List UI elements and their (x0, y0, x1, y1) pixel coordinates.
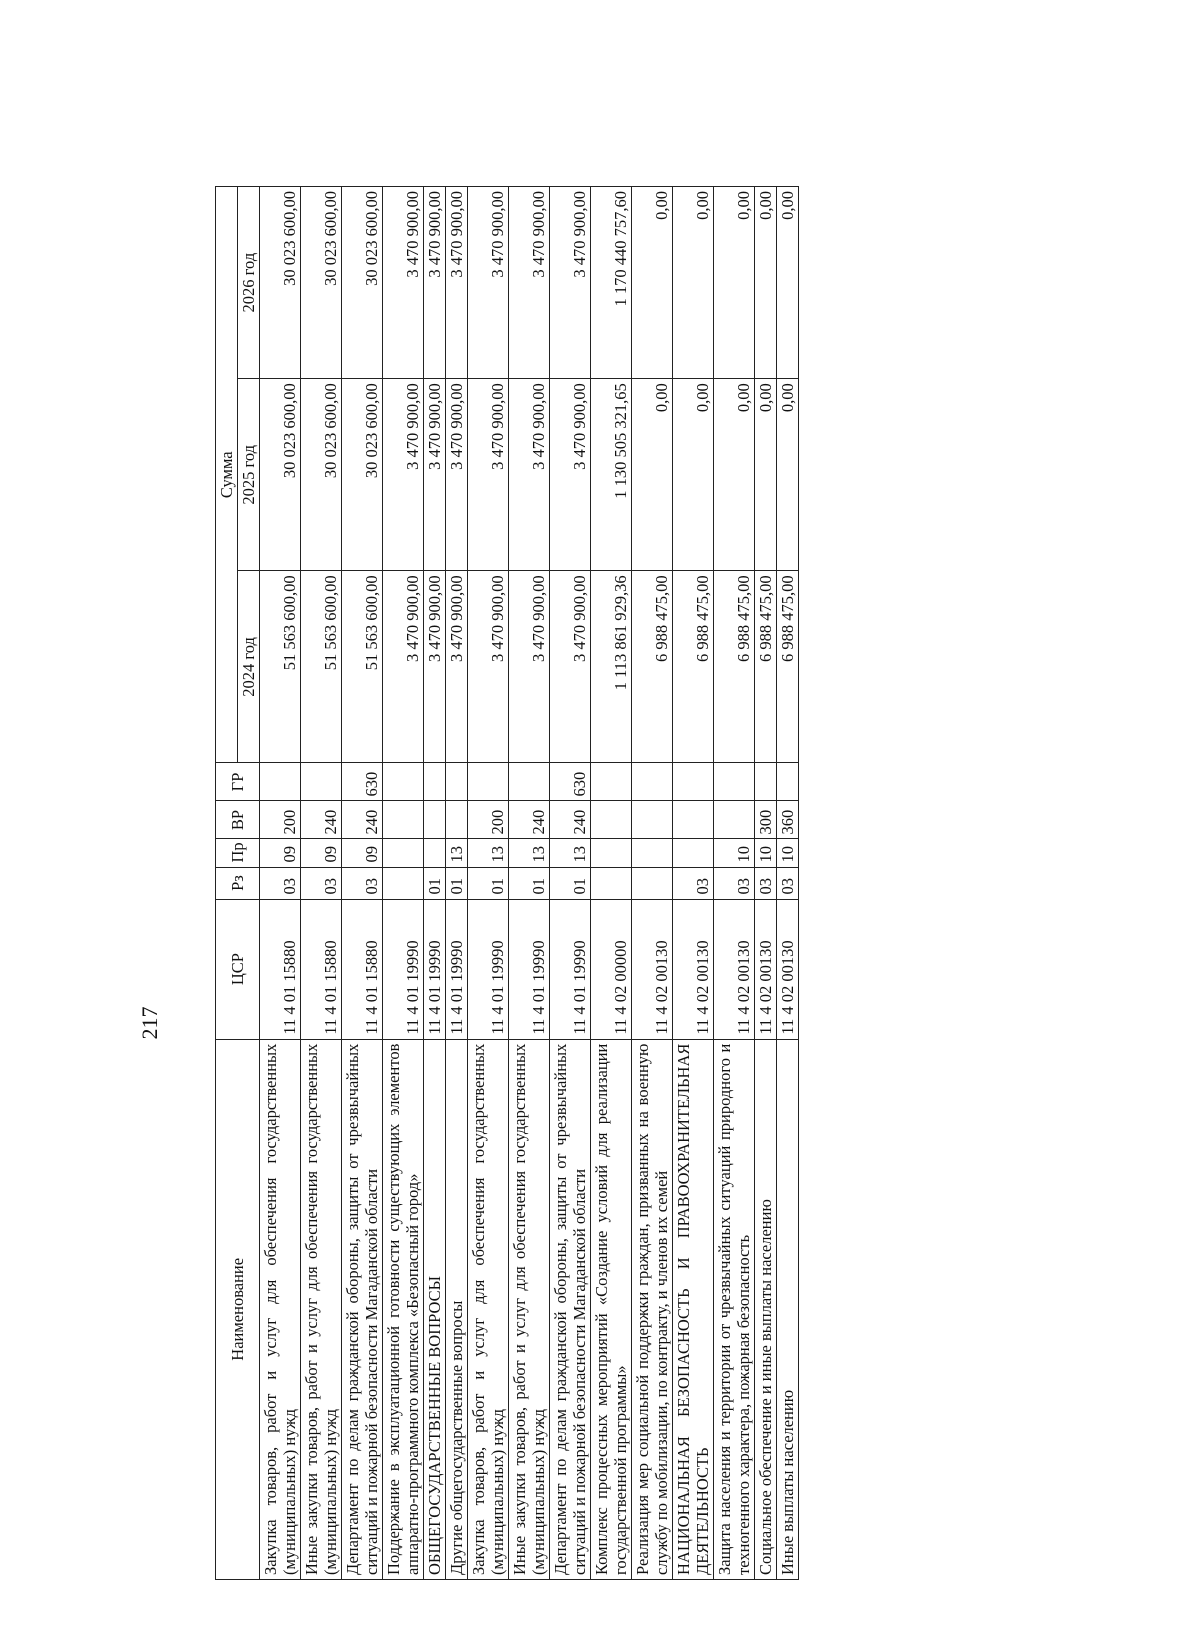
table-body (260, 187, 799, 1580)
cell-csr: 11 4 01 19990 (468, 899, 509, 1039)
cell-pr: 09 (342, 839, 383, 867)
cell-pr: 13 (509, 839, 550, 867)
cell-y2024: 6 988 475,00 (673, 571, 714, 763)
cell-y2026: 3 470 900,00 (509, 187, 550, 379)
cell-gr (446, 763, 468, 801)
cell-y2026: 3 470 900,00 (383, 187, 424, 379)
cell-pr (424, 839, 446, 867)
cell-rz: 03 (342, 867, 383, 899)
cell-gr (755, 763, 777, 801)
table-row (632, 187, 673, 1580)
cell-vr: 240 (509, 801, 550, 839)
cell-pr (673, 839, 714, 867)
cell-pr (383, 839, 424, 867)
budget-table (215, 186, 799, 1580)
cell-y2024: 6 988 475,00 (714, 571, 755, 763)
cell-rz: 03 (260, 867, 301, 899)
cell-name: Иные закупки товаров, работ и услуг для обеспечения государственных (муниципальных) нужд (301, 1039, 342, 1579)
cell-rz: 03 (714, 867, 755, 899)
cell-rz: 01 (468, 867, 509, 899)
cell-rz (383, 867, 424, 899)
cell-y2024: 3 470 900,00 (509, 571, 550, 763)
cell-name: Защита населения и территории от чрезвычайных ситуаций природного и техногенного характера, пожарная безопасность (714, 1039, 755, 1579)
cell-vr: 300 (755, 801, 777, 839)
header-vr: ВР (216, 801, 260, 839)
cell-csr: 11 4 01 15880 (260, 899, 301, 1039)
table-row (509, 187, 550, 1580)
cell-pr: 10 (777, 839, 799, 867)
cell-name: Закупка товаров, работ и услуг для обеспечения государственных (муниципальных) нужд (260, 1039, 301, 1579)
cell-y2026: 1 170 440 757,60 (591, 187, 632, 379)
table-row (424, 187, 446, 1580)
cell-y2026: 3 470 900,00 (446, 187, 468, 379)
cell-y2024: 51 563 600,00 (342, 571, 383, 763)
cell-y2024: 1 113 861 929,36 (591, 571, 632, 763)
header-name: Наименование (216, 1039, 260, 1579)
cell-rz: 01 (424, 867, 446, 899)
cell-vr (383, 801, 424, 839)
cell-y2026: 3 470 900,00 (424, 187, 446, 379)
header-2025: 2025 год (238, 379, 260, 571)
cell-vr: 200 (468, 801, 509, 839)
cell-gr (301, 763, 342, 801)
cell-vr (424, 801, 446, 839)
cell-y2025: 30 023 600,00 (260, 379, 301, 571)
cell-pr: 13 (550, 839, 591, 867)
cell-name: Департамент по делам гражданской обороны, защиты от чрезвычайных ситуаций и пожарной безопасности Магаданской области (342, 1039, 383, 1579)
table-row (714, 187, 755, 1580)
cell-gr (260, 763, 301, 801)
cell-gr: 630 (342, 763, 383, 801)
cell-y2026: 0,00 (755, 187, 777, 379)
cell-y2026: 30 023 600,00 (301, 187, 342, 379)
cell-gr (383, 763, 424, 801)
cell-name: Социальное обеспечение и иные выплаты населению (755, 1039, 777, 1579)
cell-gr (468, 763, 509, 801)
cell-vr (673, 801, 714, 839)
cell-pr: 10 (714, 839, 755, 867)
cell-y2026: 0,00 (777, 187, 799, 379)
cell-y2025: 3 470 900,00 (468, 379, 509, 571)
cell-gr (673, 763, 714, 801)
cell-rz: 03 (777, 867, 799, 899)
cell-gr: 630 (550, 763, 591, 801)
cell-y2025: 0,00 (714, 379, 755, 571)
header-2024: 2024 год (238, 571, 260, 763)
cell-rz (591, 867, 632, 899)
header-sum: Сумма (216, 187, 238, 763)
cell-vr: 360 (777, 801, 799, 839)
table-row (342, 187, 383, 1580)
cell-pr: 13 (468, 839, 509, 867)
table-row (550, 187, 591, 1580)
header-2026: 2026 год (238, 187, 260, 379)
table-row (468, 187, 509, 1580)
header-pr: Пр (216, 839, 260, 867)
cell-pr: 09 (301, 839, 342, 867)
cell-vr: 240 (550, 801, 591, 839)
table-row (383, 187, 424, 1580)
cell-rz: 01 (509, 867, 550, 899)
cell-csr: 11 4 01 15880 (342, 899, 383, 1039)
header-rz: Рз (216, 867, 260, 899)
cell-y2026: 3 470 900,00 (550, 187, 591, 379)
cell-pr: 10 (755, 839, 777, 867)
cell-y2025: 3 470 900,00 (383, 379, 424, 571)
cell-y2024: 6 988 475,00 (777, 571, 799, 763)
cell-y2026: 30 023 600,00 (342, 187, 383, 379)
cell-rz: 01 (446, 867, 468, 899)
cell-y2026: 3 470 900,00 (468, 187, 509, 379)
cell-name: Другие общегосударственные вопросы (446, 1039, 468, 1579)
cell-csr: 11 4 01 15880 (301, 899, 342, 1039)
table-row (446, 187, 468, 1580)
cell-gr (509, 763, 550, 801)
table-row (755, 187, 777, 1580)
cell-y2024: 6 988 475,00 (755, 571, 777, 763)
cell-pr (591, 839, 632, 867)
cell-name: Департамент по делам гражданской обороны, защиты от чрезвычайных ситуаций и пожарной безопасности Магаданской области (550, 1039, 591, 1579)
cell-csr: 11 4 02 00130 (755, 899, 777, 1039)
table-row (260, 187, 301, 1580)
cell-y2024: 3 470 900,00 (383, 571, 424, 763)
cell-y2026: 0,00 (632, 187, 673, 379)
cell-y2024: 51 563 600,00 (260, 571, 301, 763)
cell-gr (777, 763, 799, 801)
cell-name: Комплекс процессных мероприятий «Создание условий для реализации государственной программы» (591, 1039, 632, 1579)
table-row (301, 187, 342, 1580)
header-csr: ЦСР (216, 899, 260, 1039)
cell-y2024: 51 563 600,00 (301, 571, 342, 763)
cell-y2024: 3 470 900,00 (550, 571, 591, 763)
cell-y2025: 30 023 600,00 (301, 379, 342, 571)
cell-csr: 11 4 01 19990 (550, 899, 591, 1039)
table-header (216, 187, 260, 1580)
cell-rz: 01 (550, 867, 591, 899)
cell-y2025: 3 470 900,00 (509, 379, 550, 571)
cell-csr: 11 4 01 19990 (383, 899, 424, 1039)
cell-y2025: 3 470 900,00 (446, 379, 468, 571)
cell-name: Иные выплаты населению (777, 1039, 799, 1579)
cell-gr (591, 763, 632, 801)
cell-y2024: 3 470 900,00 (424, 571, 446, 763)
cell-vr: 200 (260, 801, 301, 839)
cell-pr (632, 839, 673, 867)
cell-name: Поддержание в эксплуатационной готовности существующих элементов аппаратно-программного комплекса «Безопасный город» (383, 1039, 424, 1579)
cell-name: ОБЩЕГОСУДАРСТВЕННЫЕ ВОПРОСЫ (424, 1039, 446, 1579)
cell-gr (424, 763, 446, 801)
cell-name: НАЦИОНАЛЬНАЯ БЕЗОПАСНОСТЬ И ПРАВООХРАНИТЕЛЬНАЯ ДЕЯТЕЛЬНОСТЬ (673, 1039, 714, 1579)
cell-vr (714, 801, 755, 839)
cell-csr: 11 4 01 19990 (509, 899, 550, 1039)
table-row (777, 187, 799, 1580)
page-number: 217 (137, 1006, 162, 1040)
cell-rz: 03 (673, 867, 714, 899)
cell-rz: 03 (301, 867, 342, 899)
cell-name: Закупка товаров, работ и услуг для обеспечения государственных (муниципальных) нужд (468, 1039, 509, 1579)
cell-csr: 11 4 02 00130 (714, 899, 755, 1039)
cell-y2024: 3 470 900,00 (468, 571, 509, 763)
cell-csr: 11 4 01 19990 (424, 899, 446, 1039)
cell-y2025: 0,00 (673, 379, 714, 571)
cell-rz (632, 867, 673, 899)
cell-y2025: 0,00 (777, 379, 799, 571)
cell-y2026: 30 023 600,00 (260, 187, 301, 379)
cell-y2025: 3 470 900,00 (550, 379, 591, 571)
cell-name: Реализация мер социальной поддержки граждан, призванных на военную службу по мобилизации, по контракту, и членов их семей (632, 1039, 673, 1579)
cell-y2024: 6 988 475,00 (632, 571, 673, 763)
cell-vr (446, 801, 468, 839)
cell-vr (632, 801, 673, 839)
cell-y2025: 30 023 600,00 (342, 379, 383, 571)
cell-pr: 13 (446, 839, 468, 867)
cell-gr (632, 763, 673, 801)
cell-vr: 240 (301, 801, 342, 839)
cell-y2025: 0,00 (755, 379, 777, 571)
cell-y2024: 3 470 900,00 (446, 571, 468, 763)
rotated-page (215, 186, 799, 1580)
cell-rz: 03 (755, 867, 777, 899)
cell-vr: 240 (342, 801, 383, 839)
cell-csr: 11 4 02 00130 (632, 899, 673, 1039)
table-row (591, 187, 632, 1580)
cell-name: Иные закупки товаров, работ и услуг для обеспечения государственных (муниципальных) нужд (509, 1039, 550, 1579)
cell-csr: 11 4 02 00130 (673, 899, 714, 1039)
cell-y2026: 0,00 (673, 187, 714, 379)
cell-gr (714, 763, 755, 801)
table-row (673, 187, 714, 1580)
cell-y2025: 1 130 505 321,65 (591, 379, 632, 571)
cell-vr (591, 801, 632, 839)
cell-csr: 11 4 01 19990 (446, 899, 468, 1039)
cell-y2025: 0,00 (632, 379, 673, 571)
header-gr: ГР (216, 763, 260, 801)
cell-y2026: 0,00 (714, 187, 755, 379)
cell-csr: 11 4 02 00000 (591, 899, 632, 1039)
cell-y2025: 3 470 900,00 (424, 379, 446, 571)
cell-pr: 09 (260, 839, 301, 867)
cell-csr: 11 4 02 00130 (777, 899, 799, 1039)
